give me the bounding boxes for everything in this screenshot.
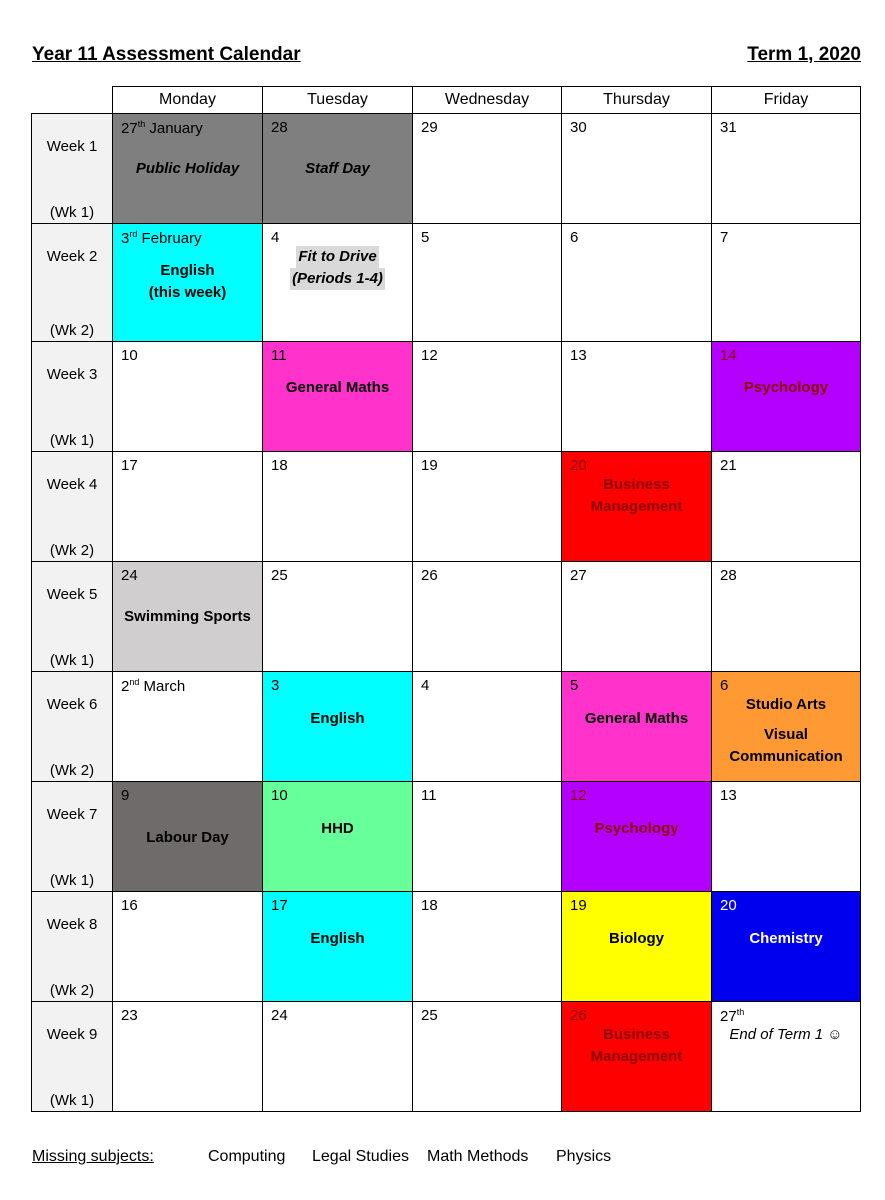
event-label: Communication xyxy=(729,748,843,765)
day-cell xyxy=(712,342,861,452)
week-row xyxy=(32,562,861,672)
date-label: 29 xyxy=(421,119,438,136)
date-label: 31 xyxy=(720,119,737,136)
day-header-monday: Monday xyxy=(113,87,263,114)
event-label: Labour Day xyxy=(146,829,229,846)
day-cell xyxy=(413,892,562,1002)
missing-subject: Legal Studies xyxy=(312,1148,409,1165)
event-label: (Periods 1-4) xyxy=(267,268,408,290)
week-label-cell xyxy=(32,114,113,224)
day-cell xyxy=(712,1002,861,1112)
day-cell xyxy=(562,562,712,672)
event-label: General Maths xyxy=(584,710,689,727)
date-label: 2nd March xyxy=(121,677,186,695)
day-cell xyxy=(263,452,413,562)
event-label: English xyxy=(160,262,215,279)
date-label: 3rd February xyxy=(121,229,202,247)
week-label-cell xyxy=(32,452,113,562)
week-row xyxy=(32,342,861,452)
day-cell xyxy=(113,562,263,672)
day-cell xyxy=(562,114,712,224)
week-row xyxy=(32,1002,861,1112)
day-cell xyxy=(562,224,712,342)
day-cell xyxy=(113,892,263,1002)
event-label: English xyxy=(310,710,365,727)
day-cell xyxy=(712,114,861,224)
week-cycle: (Wk 2) xyxy=(49,982,95,999)
date-label: 14 xyxy=(720,347,737,364)
week-label-cell xyxy=(32,782,113,892)
date-label: 18 xyxy=(271,457,288,474)
day-cell xyxy=(413,452,562,562)
week-label-cell xyxy=(32,342,113,452)
week-label: Week 5 xyxy=(46,586,98,603)
event-label: Business xyxy=(603,476,670,493)
event-label: Psychology xyxy=(594,820,679,837)
date-label: 27th January xyxy=(121,119,203,137)
day-cell xyxy=(562,892,712,1002)
event-label: End of Term 1 ☺ xyxy=(729,1026,843,1043)
date-label: 25 xyxy=(271,567,288,584)
week-label-cell xyxy=(32,672,113,782)
event-label: Business xyxy=(603,1026,670,1043)
date-label: 23 xyxy=(121,1007,138,1024)
date-label: 4 xyxy=(271,229,280,246)
week-label: Week 4 xyxy=(46,476,98,493)
day-header-thursday: Thursday xyxy=(562,87,712,114)
day-cell xyxy=(263,224,413,342)
week-label: Week 7 xyxy=(46,806,98,823)
event-label: Studio Arts xyxy=(745,696,827,713)
week-row xyxy=(32,892,861,1002)
date-label: 18 xyxy=(421,897,438,914)
day-cell xyxy=(113,1002,263,1112)
day-cell xyxy=(712,672,861,782)
date-label: 24 xyxy=(121,567,138,584)
day-cell xyxy=(113,782,263,892)
week-cycle: (Wk 1) xyxy=(49,872,95,889)
day-cell xyxy=(113,452,263,562)
day-header-wednesday: Wednesday xyxy=(413,87,562,114)
date-label: 5 xyxy=(421,229,430,246)
week-row xyxy=(32,224,861,342)
date-label: 30 xyxy=(570,119,587,136)
event-label: Psychology xyxy=(743,379,829,396)
date-label: 12 xyxy=(570,787,587,804)
day-cell xyxy=(113,224,263,342)
date-label: 11 xyxy=(271,347,287,364)
day-cell xyxy=(413,1002,562,1112)
day-cell xyxy=(413,562,562,672)
date-label: 17 xyxy=(121,457,138,474)
day-cell xyxy=(113,342,263,452)
week-label: Week 1 xyxy=(46,138,98,155)
week-cycle: (Wk 2) xyxy=(49,542,95,559)
day-cell xyxy=(263,342,413,452)
day-cell xyxy=(712,892,861,1002)
date-label: 26 xyxy=(421,567,438,584)
date-label: 10 xyxy=(121,347,138,364)
date-label: 19 xyxy=(421,457,438,474)
date-label: 24 xyxy=(271,1007,288,1024)
day-cell xyxy=(263,1002,413,1112)
week-label: Week 8 xyxy=(46,916,98,933)
day-header-friday: Friday xyxy=(712,87,861,114)
corner-cell xyxy=(32,87,113,114)
date-label: 13 xyxy=(570,347,587,364)
day-cell xyxy=(562,342,712,452)
day-cell xyxy=(263,114,413,224)
week-label-cell xyxy=(32,562,113,672)
date-label: 27th xyxy=(720,1007,745,1025)
week-cycle: (Wk 1) xyxy=(49,1092,95,1109)
day-cell xyxy=(263,782,413,892)
date-label: 4 xyxy=(421,677,430,694)
date-label: 20 xyxy=(720,897,737,914)
term-title: Term 1, 2020 xyxy=(747,44,861,65)
event-label: Biology xyxy=(609,930,664,947)
missing-subjects-label: Missing subjects: xyxy=(32,1148,154,1165)
date-label: 13 xyxy=(720,787,737,804)
day-cell xyxy=(712,782,861,892)
day-cell xyxy=(712,562,861,672)
day-cell xyxy=(263,672,413,782)
date-label: 27 xyxy=(570,567,587,584)
date-label: 9 xyxy=(121,787,130,804)
week-label-cell xyxy=(32,1002,113,1112)
date-label: 17 xyxy=(271,897,288,914)
day-cell xyxy=(712,452,861,562)
week-label-cell xyxy=(32,892,113,1002)
event-label: General Maths xyxy=(285,379,390,396)
event-label: HHD xyxy=(321,820,354,837)
event-label: English xyxy=(310,930,365,947)
day-cell xyxy=(562,452,712,562)
week-label: Week 3 xyxy=(46,366,98,383)
week-row xyxy=(32,114,861,224)
event-label: Fit to Drive xyxy=(267,246,408,268)
day-cell xyxy=(562,672,712,782)
day-cell xyxy=(562,1002,712,1112)
date-label: 5 xyxy=(570,677,579,694)
date-label: 10 xyxy=(271,787,288,804)
day-cell xyxy=(413,224,562,342)
event-label: Management xyxy=(590,498,683,515)
event-label: Swimming Sports xyxy=(124,608,251,625)
date-label: 25 xyxy=(421,1007,438,1024)
date-label: 20 xyxy=(570,457,587,474)
day-cell xyxy=(712,224,861,342)
week-row xyxy=(32,452,861,562)
week-row xyxy=(32,672,861,782)
week-label: Week 2 xyxy=(46,248,98,265)
date-label: 3 xyxy=(271,677,280,694)
week-cycle: (Wk 1) xyxy=(49,204,95,221)
event-label: Management xyxy=(590,1048,683,1065)
event-label: (this week) xyxy=(148,284,227,301)
week-cycle: (Wk 2) xyxy=(49,762,95,779)
event-label: Public Holiday xyxy=(135,160,240,177)
event-label: Chemistry xyxy=(749,930,823,947)
day-header-tuesday: Tuesday xyxy=(263,87,413,114)
week-cycle: (Wk 1) xyxy=(49,652,95,669)
week-cycle: (Wk 2) xyxy=(49,322,95,339)
missing-subject: Physics xyxy=(556,1148,612,1165)
date-label: 28 xyxy=(720,567,737,584)
date-label: 6 xyxy=(570,229,579,246)
day-cell xyxy=(413,672,562,782)
missing-subject: Computing xyxy=(208,1148,286,1165)
date-label: 19 xyxy=(570,897,587,914)
date-label: 6 xyxy=(720,677,729,694)
date-label: 12 xyxy=(421,347,438,364)
day-cell xyxy=(562,782,712,892)
day-cell xyxy=(413,782,562,892)
date-label: 16 xyxy=(121,897,138,914)
day-cell xyxy=(413,114,562,224)
day-cell xyxy=(113,114,263,224)
date-label: 28 xyxy=(271,119,288,136)
day-cell xyxy=(263,892,413,1002)
day-cell xyxy=(263,562,413,672)
date-label: 7 xyxy=(720,229,729,246)
day-header-row xyxy=(32,87,861,114)
day-cell xyxy=(113,672,263,782)
week-label-cell xyxy=(32,224,113,342)
week-cycle: (Wk 1) xyxy=(49,432,95,449)
page-title: Year 11 Assessment Calendar xyxy=(32,44,301,65)
date-label: 21 xyxy=(720,457,737,474)
week-label: Week 6 xyxy=(46,696,98,713)
day-cell xyxy=(413,342,562,452)
week-label: Week 9 xyxy=(46,1026,98,1043)
week-row xyxy=(32,782,861,892)
event-label: Staff Day xyxy=(305,160,370,177)
assessment-calendar-table xyxy=(31,86,861,1112)
missing-subject: Math Methods xyxy=(427,1148,529,1165)
event-label: Visual xyxy=(764,726,808,743)
date-label: 26 xyxy=(570,1007,587,1024)
date-label: 11 xyxy=(421,787,437,804)
